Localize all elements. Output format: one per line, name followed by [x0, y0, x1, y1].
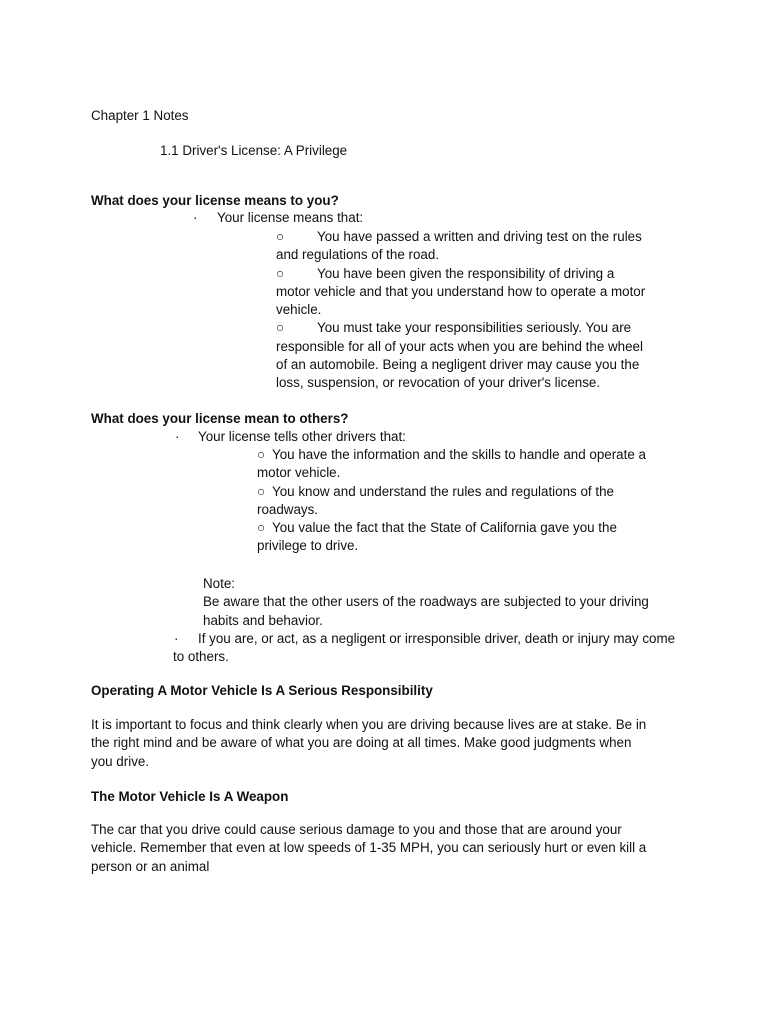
section-heading-weapon: The Motor Vehicle Is A Weapon	[91, 789, 289, 804]
circle-bullet-icon: ○	[257, 520, 266, 536]
list-item	[257, 519, 657, 556]
list-item-line: roadways.	[257, 501, 319, 517]
list-item-line: loss, suspension, or revocation of your driver's license.	[276, 375, 601, 391]
paragraph-operating	[91, 716, 671, 771]
list-item-first-line: You must take your responsibilities seriously. You are	[317, 320, 632, 336]
note-block	[203, 575, 663, 630]
list-item-line: and regulations of the road.	[276, 247, 440, 263]
list-item-line: vehicle.	[276, 302, 322, 318]
bullet-license-means: Your license means that:	[217, 210, 364, 225]
circle-bullet-icon: ○	[257, 483, 266, 499]
list-item	[257, 483, 657, 520]
list-item-line: privilege to drive.	[257, 538, 359, 554]
list-item-line: of an automobile. Being a negligent driver may cause you the	[276, 357, 640, 373]
bullet-marker: ·	[174, 631, 179, 646]
paragraph-line: vehicle. Remember that even at low speeds of 1-35 MPH, you can seriously hurt or even kill a	[91, 840, 647, 856]
circle-bullet-icon: ○	[257, 447, 266, 462]
list-item	[257, 446, 657, 483]
list-item-first-line: You value the fact that the State of California gave you the	[272, 520, 617, 536]
paragraph-line: person or an animal	[91, 858, 210, 874]
list-item-first-line: You have passed a written and driving test on the rules	[317, 229, 642, 244]
bullet-marker: ·	[175, 429, 180, 444]
list-item	[276, 265, 656, 320]
list-item-line: responsible for all of your acts when you are behind the wheel	[276, 338, 643, 354]
note-line: Be aware that the other users of the roadways are subjected to your driving	[203, 594, 649, 610]
circle-bullet-icon: ○	[276, 320, 285, 336]
list-item	[276, 228, 656, 265]
circle-bullet-icon: ○	[276, 265, 285, 281]
list-item-line: motor vehicle.	[257, 465, 341, 481]
paragraph-line: you drive.	[91, 753, 150, 769]
note-label: Note:	[203, 576, 236, 591]
list-item-first-line: You have the information and the skills to handle and operate a	[272, 447, 646, 462]
paragraph-weapon	[91, 821, 671, 876]
chapter-title: Chapter 1 Notes	[91, 108, 189, 123]
paragraph-line: the right mind and be aware of what you are doing at all times. Make good judgments when	[91, 735, 632, 751]
list-item-first-line: You know and understand the rules and regulations of the	[272, 483, 614, 499]
section-heading-operating: Operating A Motor Vehicle Is A Serious Responsibility	[91, 683, 433, 698]
list-item-first-line: You have been given the responsibility of driving a	[317, 265, 615, 281]
note-line: habits and behavior.	[203, 612, 323, 628]
question-heading-to-others: What does your license mean to others?	[91, 411, 349, 426]
list-item	[276, 319, 656, 392]
paragraph-line: It is important to focus and think clearly when you are driving because lives are at stake. Be in	[91, 717, 647, 732]
sub-list-to-others	[257, 446, 657, 556]
warning-line: to others.	[173, 649, 229, 664]
circle-bullet-icon: ○	[276, 229, 285, 244]
bullet-marker: ·	[193, 210, 198, 225]
bullet-license-tells: Your license tells other drivers that:	[198, 429, 406, 444]
section-title: 1.1 Driver's License: A Privilege	[160, 143, 348, 158]
question-heading-to-you: What does your license means to you?	[91, 193, 339, 208]
paragraph-line: The car that you drive could cause serious damage to you and those that are around your	[91, 822, 622, 837]
sub-list-to-you	[276, 228, 656, 393]
list-item-line: motor vehicle and that you understand how to operate a motor	[276, 283, 646, 299]
warning-line: If you are, or act, as a negligent or irresponsible driver, death or injury may come	[198, 631, 676, 646]
